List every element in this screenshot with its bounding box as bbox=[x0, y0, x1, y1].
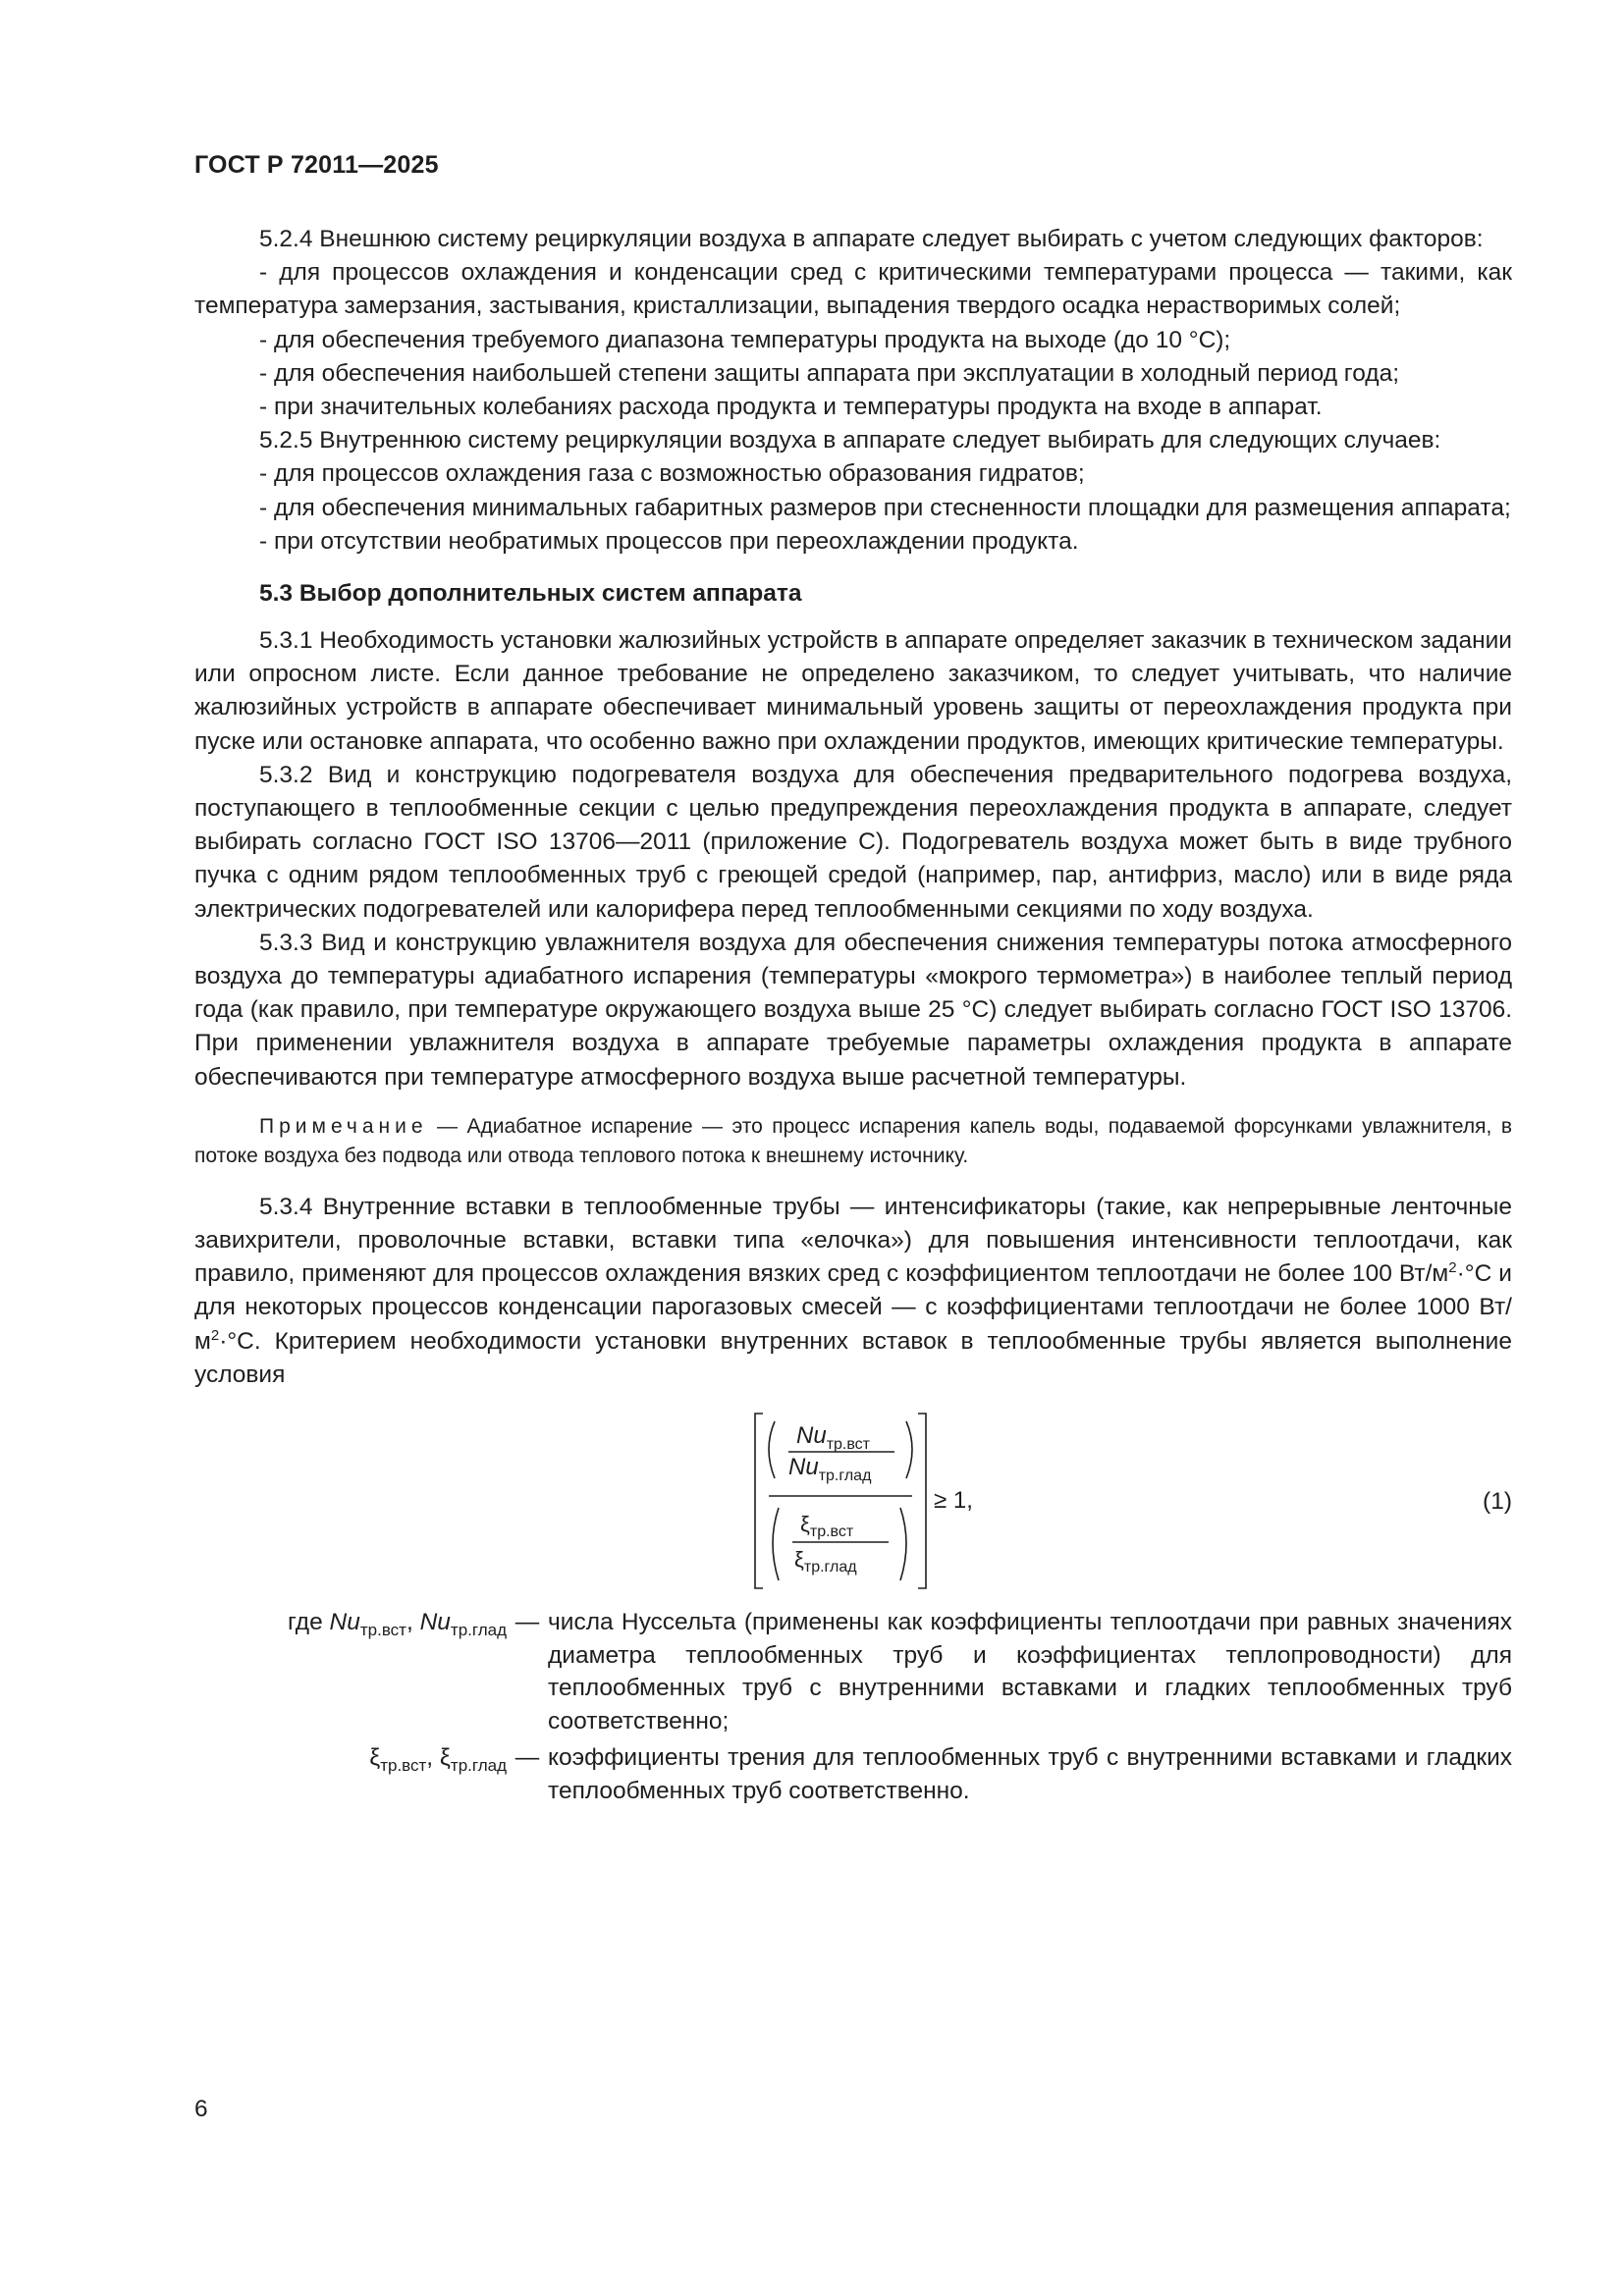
formula-relation: ≥ 1, bbox=[934, 1487, 973, 1515]
para-5-3-4-part: ·°С и для некоторых процессов конденсации парогазовых смесей — с коэффициентами теплоотдачи не более 1000 Вт/м bbox=[194, 1260, 1512, 1355]
right-square-bracket bbox=[918, 1414, 926, 1588]
formula-graphic bbox=[749, 1410, 975, 1592]
term-prefix: где bbox=[287, 1609, 330, 1636]
term-subscript: тр.вст bbox=[380, 1756, 427, 1776]
svg-text:ξтр.глад bbox=[794, 1547, 857, 1575]
xi-symbol: ξ bbox=[800, 1512, 810, 1537]
nu-sub-vst: тр.вст bbox=[826, 1436, 871, 1454]
equation-number: (1) bbox=[1483, 1488, 1512, 1516]
definition-row bbox=[194, 1606, 1512, 1737]
term-separator: , bbox=[426, 1744, 440, 1772]
para-5-3-3: 5.3.3 Вид и конструкцию увлажнителя воздуха для обеспечения снижения температуры потока атмосферного воздуха до температуры адиабатного испарения (температуры «мокрого термометра») в наиболее теплый период года (как правило, при температуре окружающего воздуха выше 25 °С) следует выбирать согласно ГОСТ ISO 13706. При применении увлажнителя воздуха в аппарате требуемые параметры охлаждения продукта в аппарате обеспечиваются при температуре атмосферного воздуха выше расчетной температуры. bbox=[194, 929, 1512, 1091]
standard-header: ГОСТ Р 72011—2025 bbox=[194, 151, 439, 179]
list-item: - для обеспечения минимальных габаритных размеров при стесненности площадки для размещения аппарата; bbox=[259, 494, 1511, 521]
term-subscript: тр.вст bbox=[359, 1621, 406, 1640]
para-5-2-4: 5.2.4 Внешнюю систему рециркуляции воздуха в аппарате следует выбирать с учетом следующих факторов: bbox=[259, 226, 1484, 252]
superscript: 2 bbox=[1448, 1259, 1457, 1277]
term-symbol: ξ bbox=[439, 1744, 451, 1772]
definition-dash: — bbox=[514, 1744, 540, 1772]
definition-text: числа Нуссельта (применены как коэффициенты теплоотдачи при равных значениях диаметра теплообменных труб и коэффициентах теплопроводности) для теплообменных труб с внутренними вставками и гладких теплообменных труб соответственно; bbox=[548, 1609, 1512, 1735]
list-item: - для обеспечения наибольшей степени защиты аппарата при эксплуатации в холодный период года; bbox=[259, 359, 1400, 387]
term-subscript: тр.глад bbox=[450, 1756, 507, 1776]
para-5-3-1: 5.3.1 Необходимость установки жалюзийных устройств в аппарате определяет заказчик в техническом задании или опросном листе. Если данное требование не определено заказчиком, то следует учитывать, что наличие жалюзийных устройств в аппарате обеспечивает минимальный уровень защиты от переохлаждения продукта при пуске или остановке аппарата, что особенно важно при охлаждении продуктов, имеющих критические температуры. bbox=[194, 627, 1512, 755]
page-number: 6 bbox=[194, 2096, 208, 2122]
list-item: - для процессов охлаждения газа с возможностью образования гидратов; bbox=[259, 460, 1085, 488]
section-heading-5-3: 5.3 Выбор дополнительных систем аппарата bbox=[259, 580, 802, 608]
list-item: - при значительных колебаниях расхода продукта и температуры продукта на входе в аппарат. bbox=[259, 394, 1323, 421]
term-separator: , bbox=[406, 1609, 420, 1636]
para-5-3-4 bbox=[194, 1191, 1512, 1392]
xi-sub-vst: тр.вст bbox=[809, 1523, 854, 1541]
list-item: - при отсутствии необратимых процессов при переохлаждении продукта. bbox=[259, 527, 1079, 555]
left-square-bracket bbox=[755, 1414, 763, 1588]
definition-row bbox=[194, 1741, 1512, 1807]
term-symbol: ξ bbox=[369, 1744, 381, 1772]
definition-text: коэффициенты трения для теплообменных труб с внутренними вставками и гладких теплообменных труб соответственно. bbox=[548, 1744, 1512, 1804]
definition-dash: — bbox=[514, 1609, 540, 1636]
list-item: - для обеспечения требуемого диапазона температуры продукта на выходе (до 10 °С); bbox=[259, 326, 1231, 353]
note bbox=[194, 1112, 1512, 1171]
para-5-3-2: 5.3.2 Вид и конструкцию подогревателя воздуха для обеспечения предварительного подогрева воздуха, поступающего в теплообменные секции с целью предупреждения переохлаждения продукта в аппарате, следует выбирать согласно ГОСТ ISO 13706—2011 (приложение С). Подогреватель воздуха может быть в виде трубного пучка с одним рядом теплообменных труб с греющей средой (например, пар, антифриз, масло) или в виде ряда электрических подогревателей или калорифера перед теплообменными секциями по ходу воздуха. bbox=[194, 761, 1512, 923]
term-symbol: Nu bbox=[329, 1609, 360, 1636]
nu-symbol: Nu bbox=[796, 1422, 827, 1450]
nu-symbol: Nu bbox=[788, 1454, 819, 1481]
definition-term bbox=[194, 1741, 507, 1807]
definition-term bbox=[194, 1606, 507, 1737]
xi-sub-glad: тр.глад bbox=[803, 1559, 857, 1576]
svg-text:ξтр.вст bbox=[800, 1512, 854, 1540]
left-paren-top bbox=[769, 1421, 775, 1478]
note-text: — Адиабатное испарение — это процесс испарения капель воды, подаваемой форсунками увлажнителя, в потоке воздуха без подвода или отвода теплового потока к внешнему источнику. bbox=[194, 1114, 1512, 1167]
term-symbol: Nu bbox=[419, 1609, 451, 1636]
list-item: - для процессов охлаждения и конденсации сред с критическими температурами процесса — такими, как температура замерзания, застывания, кристаллизации, выпадения твердого осадка нерастворимых солей; bbox=[194, 259, 1512, 320]
right-paren-bottom bbox=[900, 1508, 906, 1580]
formula-1 bbox=[194, 1410, 1512, 1592]
note-label: Примечание bbox=[259, 1114, 428, 1138]
left-paren-bottom bbox=[773, 1508, 779, 1580]
para-5-3-4-part: 5.3.4 Внутренние вставки в теплообменные трубы — интенсификаторы (такие, как непрерывные ленточные завихрители, проволочные вставки, вставки типа «елочка») для повышения интенсивности теплоотдачи, как правило, применяют для процессов охлаждения вязких сред с коэффициентом теплоотдачи не более 100 Вт/м bbox=[194, 1193, 1512, 1288]
svg-text:Nuтр.глад bbox=[788, 1454, 872, 1484]
right-paren-top bbox=[906, 1421, 912, 1478]
term-subscript: тр.глад bbox=[450, 1621, 507, 1640]
document-body bbox=[194, 223, 1512, 1811]
xi-symbol: ξ bbox=[794, 1547, 804, 1573]
para-5-3-4-part: ·°С. Критерием необходимости установки внутренних вставок в теплообменные трубы является выполнение условия bbox=[194, 1327, 1512, 1388]
nu-sub-glad: тр.глад bbox=[818, 1468, 872, 1485]
svg-text:Nuтр.вст bbox=[796, 1422, 871, 1453]
para-5-2-5: 5.2.5 Внутреннюю систему рециркуляции воздуха в аппарате следует выбирать для следующих случаев: bbox=[259, 427, 1441, 454]
superscript: 2 bbox=[210, 1326, 220, 1344]
